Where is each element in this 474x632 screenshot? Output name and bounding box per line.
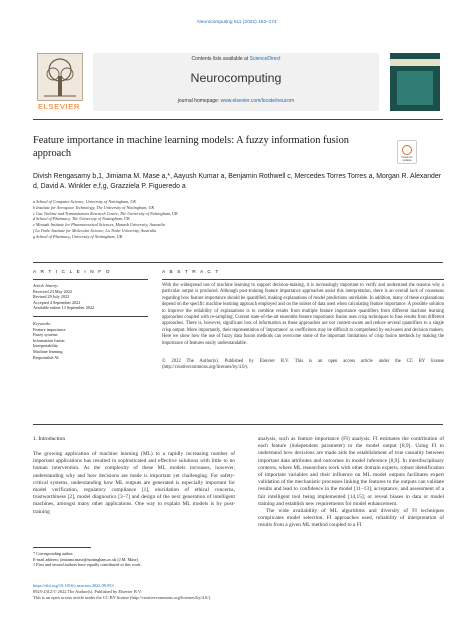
keywords-label: Keywords:: [33, 321, 51, 326]
abstract-heading: A B S T R A C T: [162, 270, 220, 275]
contents-line: [93, 56, 379, 62]
history-label: Article history:: [33, 283, 59, 288]
history-date: Received 23 May 2022: [33, 288, 72, 294]
keyword: Feature importance: [33, 326, 66, 332]
article-title: Feature importance in machine learning models: A fuzzy information fusion approach: [33, 135, 349, 160]
email-note[interactable]: E-mail address: jimiama.mase@nottingham.ac.uk (J.M. Mase).: [33, 556, 139, 562]
homepage-prefix: journal homepage:: [177, 98, 221, 104]
journal-reference[interactable]: Neurocomputing 511 (2022) 163–174: [197, 20, 277, 25]
history-date: Accepted 4 September 2022: [33, 299, 81, 305]
article-info-heading: A R T I C L E I N F O: [33, 270, 112, 275]
introduction-right-paragraph: The wide availability of ML algorithms and diversity of FI techniques complicates model selection. FI approaches used, reliability of interpretation of results from a given ML method coupled to a FI: [258, 508, 444, 529]
equal-contribution-note: 1 First and second authors have equally contributed to this work.: [33, 562, 142, 568]
journal-title: Neurocomputing: [190, 71, 282, 85]
affiliations: [33, 199, 333, 240]
homepage-link[interactable]: www.elsevier.com/locate/neucom: [220, 98, 295, 104]
author-list[interactable]: Divish Rengasamy b,1, Jimiama M. Mase a,*, Aayush Kumar a, Benjamin Rothwell c, Mercedes Torres Torres a, Morgan R. Alexander d, David A. Winkler e,f,g, Grazziela P. Figueredo a: [33, 173, 441, 191]
masthead-divider: [33, 119, 443, 120]
affiliation: c Gas Turbine and Transmissions Research Centre, The University of Nottingham, UK: [33, 210, 178, 216]
doi-link[interactable]: https://doi.org/10.1016/j.neucom.2022.09.053: [33, 583, 114, 588]
history-date: Available online 13 September 2022: [33, 305, 95, 311]
abstract-rule: [162, 279, 444, 280]
keyword: Interpretability: [33, 343, 59, 349]
keyword: Fuzzy systems: [33, 332, 58, 338]
update-icon: [402, 145, 412, 155]
doi-block: [33, 583, 235, 601]
publisher-logo: [33, 53, 85, 115]
affiliation: g School of Pharmacy, University of Nottingham, UK: [33, 233, 123, 239]
abstract-text: With the widespread use of machine learning to support decision-making, it is increasingly important to verify and understand the reasons why a particular output is produced. Although post-training feature importance approaches assist this interpretation, there is an overall lack of consensus regarding how feature importance should be quantified, making explanations of model predictions unreliable. In addition, many of these explanations depend on the specific machine learning approach employed and on the subset of data used when calculating feature importance. A possible solution to improve the reliability of explanations is to combine results from multiple feature importance quantifiers from different machine learning approaches coupled with re-sampling. Current state-of-the-art ensemble feature importance fusion uses crisp techniques to fuse results from different approaches. There is, however, significant loss of information as these approaches are not context-aware and reduce several quantifiers to a single crisp output. More importantly, their representation of 'importance' as coefficients may be difficult to comprehend by end-users and decision makers. Here we show how the use of fuzzy data fusion methods can overcome some of the important limitations of crisp fusion methods by making the importance of features easily understandable.: [162, 283, 444, 346]
license-line[interactable]: This is an open access article under the CC BY license (http://creativecommons.org/licenses/by/4.0/).: [33, 595, 212, 600]
article-history: [33, 283, 148, 311]
introduction-left-text: The growing application of machine learning (ML) to a rapidly increasing number of important applications has resulted in sophisticated and effective solutions with little to no human intervention. As the complexity of these ML models increases, however, understanding why and how decisions are made is important yet challenging. For safety-critical systems, understanding how ML outputs are generated is especially important for model verification, regulatory compliance [1], elucidation of ethical concerns, trustworthiness [2], model diagnostics [3–7] and design of the next generation of intelligent machines, amongst many other applications. One way to explain ML models is by post-training: [33, 451, 235, 515]
footnote-rule: [33, 547, 91, 548]
masthead: [33, 53, 441, 115]
journal-cover-image: [390, 53, 440, 111]
journal-banner: [93, 53, 379, 111]
introduction-right-paragraph: analysis, such as feature importance (FI) analysis. FI estimates the contribution of each feature (independent parameter) to the model output [8,9]. Using FI to understand how decisions are made aids the establishment of true causality between important data attributes and outcomes in model inference [8,9]. In interdisciplinary contexts, where ML researchers work with other domain experts, robust identification of important variables and their influence on ML model outputs facilitates expert validation of the mechanistic processes linking the features to the outputs can validate results and lead to confidence in the model [11–13], acceptance, and assessment of a fair intelligent tool being implemented [14,15]; or reveal biases in data or model training and establish new requirements for model enhancement.: [258, 436, 444, 507]
keywords: [33, 321, 148, 360]
affiliation: d School of Pharmacy, The University of Nottingham, UK: [33, 216, 130, 222]
affiliation: a School of Computer Science, University of Nottingham, UK: [33, 199, 137, 204]
keyword: Information fusion: [33, 337, 65, 343]
keyword: Machine learning: [33, 348, 63, 354]
check-for-updates-badge[interactable]: [397, 140, 417, 164]
corresponding-author-note: * Corresponding author.: [33, 551, 74, 556]
elsevier-tree-icon: [37, 53, 83, 101]
keywords-rule: [33, 316, 148, 317]
cover-art: [397, 71, 433, 105]
issn-line: 0925-2312/© 2022 The Author(s). Published by Elsevier B.V.: [33, 589, 142, 594]
affiliation: e Monash Institute for Pharmaceutical Sciences, Monash University, Australia: [33, 222, 165, 228]
homepage-line: [93, 98, 379, 104]
abstract-bottom-divider: [33, 424, 443, 425]
sciencedirect-link[interactable]: ScienceDirect: [249, 56, 281, 62]
footnotes: [33, 551, 235, 568]
info-divider: [33, 262, 443, 263]
article-info-rule: [33, 279, 148, 280]
affiliation: b Institute for Aerospace Technology, The University of Nottingham, UK: [33, 204, 155, 210]
history-date: Revised 29 July 2022: [33, 294, 70, 300]
elsevier-wordmark: ELSEVIER: [38, 102, 80, 111]
introduction-right-column: [258, 436, 444, 530]
introduction-heading: 1. Introduction: [33, 436, 66, 442]
contents-prefix: Contents lists available at: [191, 56, 250, 62]
copyright-notice[interactable]: © 2022 The Author(s). Published by Elsevier B.V. This is an open access article under the CC BY license (http://creativecommons.org/licenses/by/4.0/).: [162, 359, 444, 371]
badge-label: Check for updates: [401, 156, 413, 162]
cover-title-strip: [390, 59, 440, 66]
affiliation: f La Trobe Institute for Molecular Science, La Trobe University, Australia: [33, 227, 157, 233]
keyword: Responsible AI: [33, 354, 59, 360]
